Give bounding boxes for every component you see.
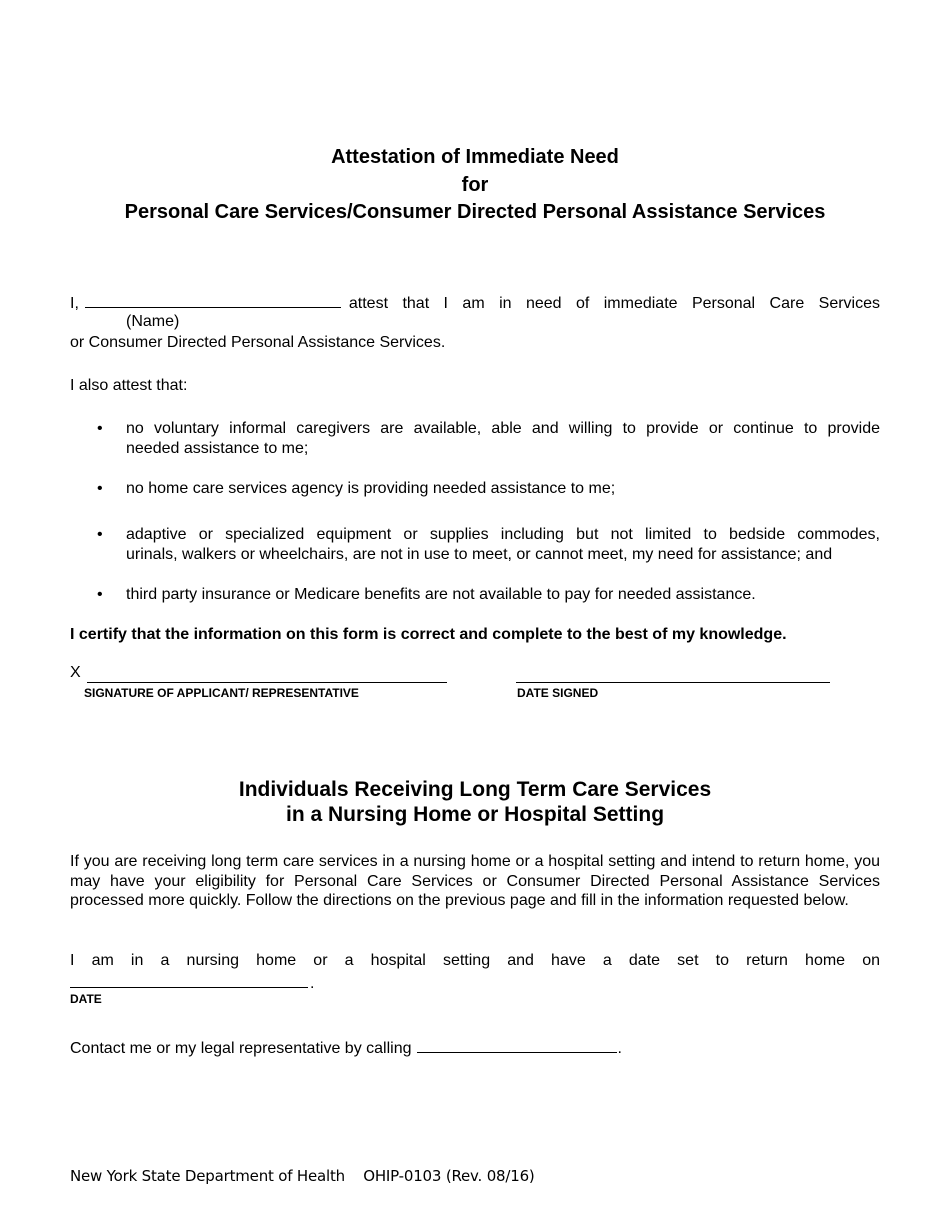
- section-heading: [0, 777, 950, 827]
- contact-statement: Contact me or my legal representative by calling .: [70, 1036, 622, 1059]
- form-title: [0, 144, 950, 227]
- attestation-continuation: or Consumer Directed Personal Assistance Services.: [70, 334, 446, 351]
- section-paragraph: If you are receiving long term care services in a nursing home or a hospital setting and intend to return home, you may have your eligibility for Personal Care Services or Consumer Directed Personal Assistance Services processed more quickly. Follow the directions on the previous page and fill in the information requested below.: [70, 853, 880, 910]
- section-heading-line-1: Individuals Receiving Long Term Care Services: [238, 778, 712, 801]
- page-footer: [70, 1167, 535, 1185]
- date-signed-label: DATE SIGNED: [517, 686, 599, 700]
- bullet-icon: •: [97, 420, 103, 437]
- footer-organization: New York State Department of Health: [70, 1167, 345, 1185]
- bullet-item: no home care services agency is providing needed assistance to me;: [126, 480, 616, 497]
- bullet-item: third party insurance or Medicare benefits are not available to pay for needed assistance.: [126, 586, 756, 603]
- bullet-icon: •: [97, 480, 103, 497]
- attestation-suffix: attest that I am in need of immediate Personal Care Services: [348, 295, 880, 312]
- signature-label: SIGNATURE OF APPLICANT/ REPRESENTATIVE: [84, 686, 359, 700]
- section-heading-line-2: in a Nursing Home or Hospital Setting: [285, 803, 665, 826]
- certification-statement: I certify that the information on this form is correct and complete to the best of my knowledge.: [70, 626, 787, 643]
- bullet-icon: •: [97, 526, 103, 543]
- attestation-line: [70, 291, 880, 314]
- return-date-field[interactable]: [70, 971, 308, 988]
- also-attest-label: I also attest that:: [70, 377, 188, 394]
- title-line-1: Attestation of Immediate Need: [331, 146, 619, 168]
- phone-field[interactable]: [417, 1036, 617, 1053]
- bullet-item: no voluntary informal caregivers are available, able and willing to provide or continue to provide needed assistance to me;: [126, 420, 880, 457]
- name-caption: (Name): [126, 313, 180, 330]
- return-date-label: DATE: [70, 992, 102, 1006]
- name-field[interactable]: [85, 291, 341, 308]
- title-line-2: for: [461, 173, 489, 196]
- signature-x-mark: X: [70, 664, 81, 681]
- nursing-home-statement: I am in a nursing home or a hospital setting and have a date set to return home on .: [70, 952, 880, 992]
- attestation-prefix: I,: [70, 295, 79, 312]
- footer-form-id: OHIP-0103 (Rev. 08/16): [363, 1167, 535, 1185]
- title-line-3: Personal Care Services/Consumer Directed Personal Assistance Services: [124, 201, 826, 223]
- bullet-icon: •: [97, 586, 103, 603]
- signature-field[interactable]: [87, 682, 447, 683]
- bullet-item: adaptive or specialized equipment or supplies including but not limited to bedside commodes, urinals, walkers or wheelchairs, are not in use to meet, or cannot meet, my need for assistance; and: [126, 526, 880, 563]
- date-signed-field[interactable]: [516, 682, 830, 683]
